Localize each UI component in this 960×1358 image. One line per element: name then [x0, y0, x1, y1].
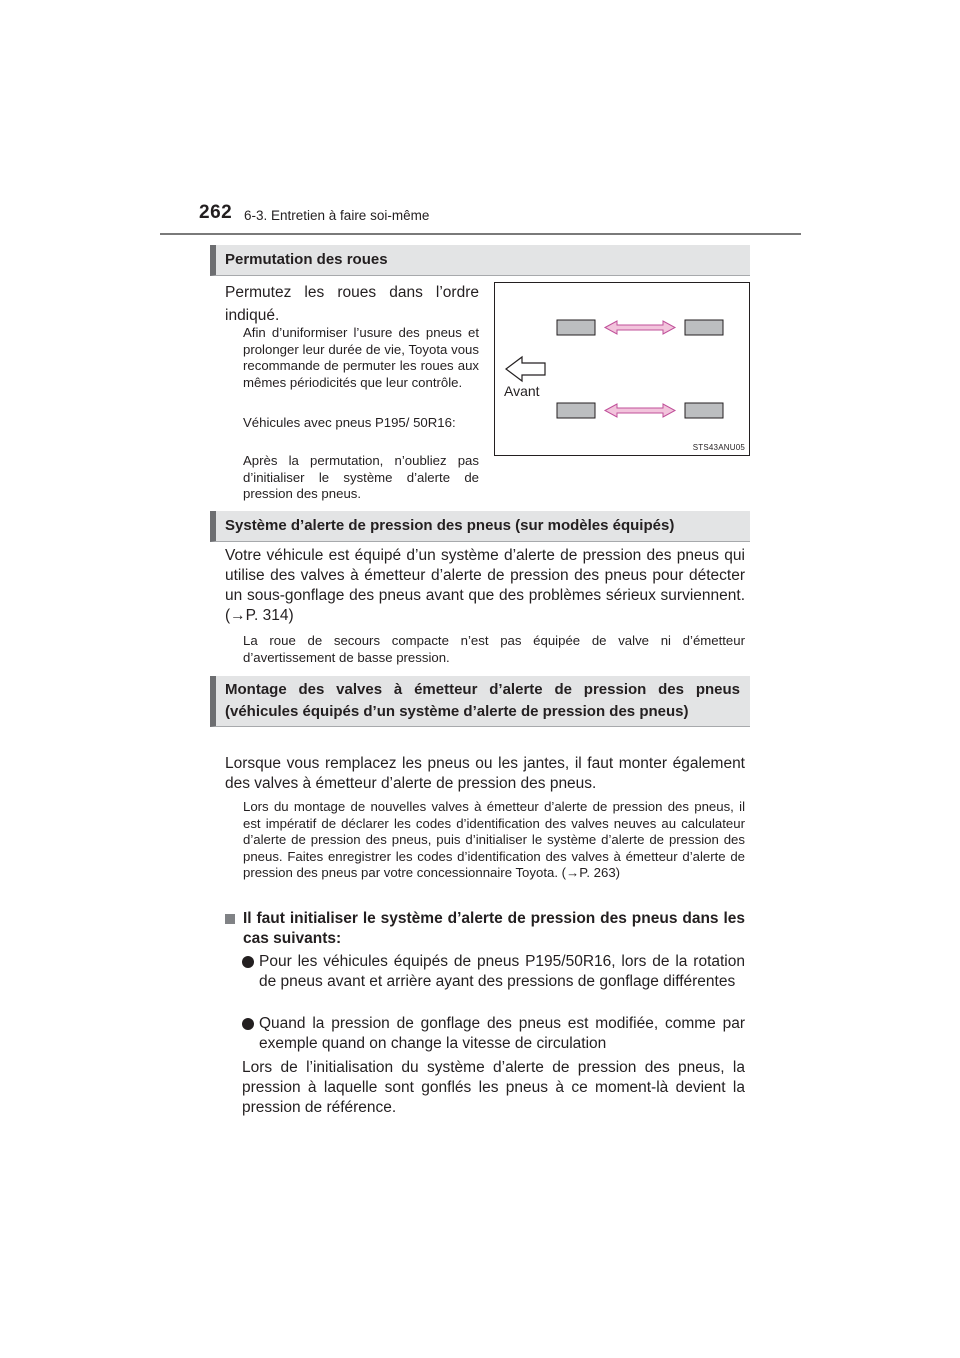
- list-item-text: Quand la pression de gonflage des pneus est modifiée, comme par exemple quand on change la vitesse de circulation: [259, 1015, 745, 1052]
- list-item: [242, 1014, 745, 1054]
- tpms-body: [225, 546, 745, 626]
- rotation-intro: Permutez les roues dans l’ordre indiqué.: [225, 284, 479, 324]
- bullet-dot-icon: [242, 956, 254, 968]
- double-arrow-icon: [605, 404, 675, 417]
- initialize-cases-heading-text: Il faut initialiser le système d’alerte de pression des pneus dans les cas suivants:: [243, 910, 745, 947]
- rotation-diagram: [494, 282, 750, 456]
- figure-code: STS43ANU05: [692, 443, 745, 452]
- arrow-symbol: →: [566, 865, 580, 881]
- valve-install-body: Lorsque vous remplacez les pneus ou les jantes, il faut monter également des valves à émetteur d’alerte de pression des pneus.: [225, 755, 745, 792]
- list-item-text: Pour les véhicules équipés de pneus P195/50R16, lors de la rotation de pneus avant et arrière ayant des pressions de gonflage différentes: [259, 953, 745, 990]
- tire-front-right: [557, 403, 595, 418]
- section-heading-tpms: Système d’alerte de pression des pneus (sur modèles équipés): [210, 511, 750, 542]
- tire-rear-right: [685, 403, 723, 418]
- page-reference-link[interactable]: P. 314): [245, 607, 294, 624]
- rotation-diagram-graphic: [495, 283, 749, 455]
- header-divider: [160, 233, 801, 235]
- rotation-note-initialize: Après la permutation, n’oubliez pas d’initialiser le système d’alerte de pression des pneus.: [243, 453, 479, 501]
- front-label: Avant: [504, 383, 540, 399]
- list-item: [242, 952, 745, 992]
- page-number: 262: [199, 202, 233, 223]
- rotation-note-vehicles: Véhicules avec pneus P195/ 50R16:: [243, 415, 456, 430]
- initialize-cases-heading: [225, 909, 745, 949]
- square-bullet-icon: [225, 914, 235, 924]
- tpms-note-spare: La roue de secours compacte n’est pas équipée de valve ni d’émetteur d’avertissement de basse pression.: [243, 633, 745, 665]
- section-heading-valve-install: Montage des valves à émetteur d’alerte de pression des pneus (véhicules équipés d’un système d’alerte de pression des pneus): [210, 676, 750, 727]
- arrow-symbol: →: [230, 607, 246, 624]
- section-heading-rotation: Permutation des roues: [210, 245, 750, 276]
- valve-install-note-text: Lors du montage de nouvelles valves à émetteur d’alerte de pression des pneus, il est impératif de déclarer les codes d’identification des valves neuves au calculateur d’alerte de pression des pneus, puis d’initialiser le système d’alerte de pression des pneus. Faites enregistrer les codes d’identification des valves à émetteur d’alerte de pression des pneus par votre concessionnaire Toyota. (: [243, 799, 745, 881]
- closing-paragraph: Lors de l’initialisation du système d’alerte de pression des pneus, la pression à laquelle sont gonflés les pneus à ce moment-là devient la pression de référence.: [242, 1059, 745, 1116]
- valve-install-note: [243, 799, 745, 882]
- chapter-title: 6-3. Entretien à faire soi-même: [244, 208, 430, 223]
- tire-rear-left: [685, 320, 723, 335]
- bullet-dot-icon: [242, 1018, 254, 1030]
- front-direction-arrow-icon: [506, 357, 545, 381]
- tire-front-left: [557, 320, 595, 335]
- double-arrow-icon: [605, 321, 675, 334]
- page-reference-link[interactable]: P. 263): [579, 865, 621, 881]
- tpms-body-text: Votre véhicule est équipé d’un système d’alerte de pression des pneus qui utilise des valves à émetteur d’alerte de pression des pneus pour détecter un sous-gonflage des pneus avant que des problèmes sérieux surviennent. (: [225, 547, 745, 624]
- rotation-note-uniform-wear: Afin d’uniformiser l’usure des pneus et prolonger leur durée de vie, Toyota vous recommande de permuter les roues aux mêmes périodicités que leur contrôle.: [243, 325, 479, 390]
